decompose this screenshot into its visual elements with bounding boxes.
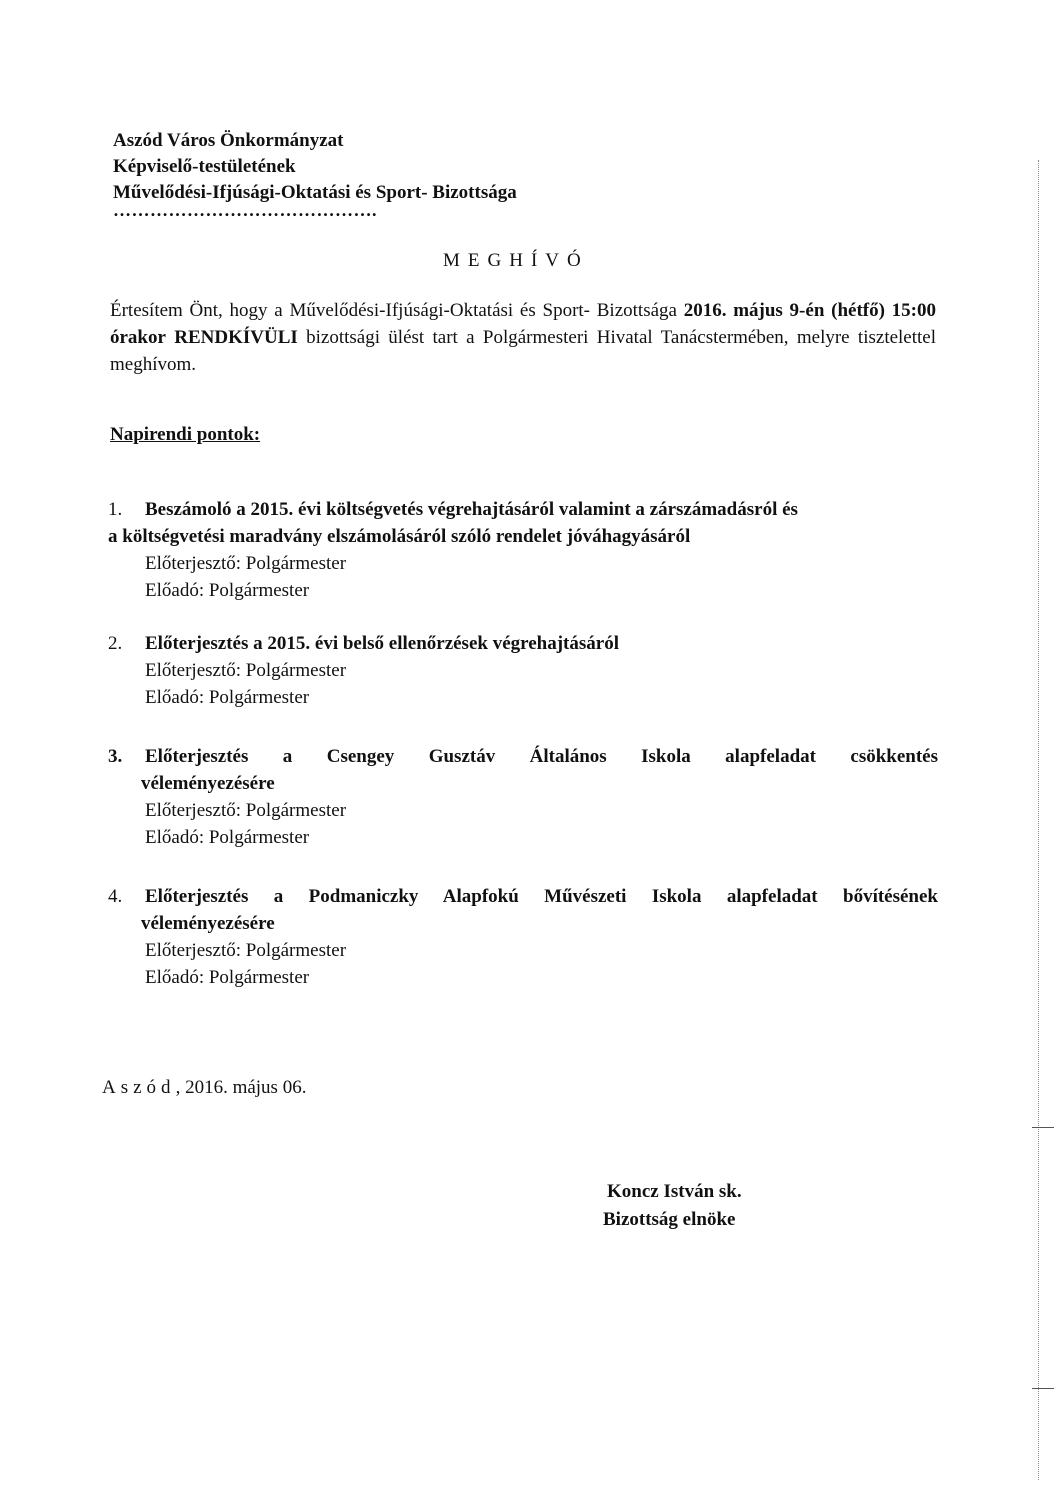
agenda-item-presenter: Előterjesztő: Polgármester [145, 940, 347, 961]
agenda-item [108, 496, 938, 604]
agenda-item-title-line2: véleményezésére [141, 913, 275, 934]
place-name: Aszód [102, 1077, 176, 1098]
signature-block [603, 1178, 742, 1234]
document-title: MEGHÍVÓ [443, 250, 589, 271]
agenda-item-title-line2: a költségvetési maradvány elszámolásáról szóló rendelet jóváhagyásáról [108, 526, 691, 547]
agenda-item-presenter: Előterjesztő: Polgármester [145, 800, 347, 821]
agenda-item-title-line1: Beszámoló a 2015. évi költségvetés végrehajtásáról valamint a zárszámadásról és [145, 499, 798, 520]
intro-text-1: Értesítem Önt, hogy a Művelődési-Ifjúsági-Oktatási és Sport- Bizottsága [110, 300, 684, 321]
agenda-item-title-line1: Előterjesztés a Csengey Gusztáv Általános Iskola alapfeladat csökkentés [145, 746, 938, 767]
agenda-item-title-line1: Előterjesztés a Podmaniczky Alapfokú Művészeti Iskola alapfeladat bővítésének [145, 886, 938, 907]
agenda-item [108, 630, 938, 711]
letterhead-line-municipality: Aszód Város Önkormányzat [113, 130, 344, 151]
letterhead-line-body: Képviselő-testületének [113, 156, 296, 177]
intro-text-2: bizottsági ülést tart a Polgármesteri Hivatal Tanácstermében, melyre tisztelettel meghívom. [110, 327, 937, 375]
intro-date-time: 2016. május 9-én (hétfő) 15:00 órakor [110, 300, 937, 348]
agenda-item-speaker: Előadó: Polgármester [145, 687, 310, 708]
scan-margin-mark [1032, 1127, 1054, 1128]
letterhead [113, 128, 517, 206]
intro-extraordinary: RENDKÍVÜLI [174, 327, 298, 348]
agenda-item-speaker: Előadó: Polgármester [145, 967, 310, 988]
agenda-item-number: 1. [108, 499, 123, 520]
agenda-item-speaker: Előadó: Polgármester [145, 827, 310, 848]
agenda-item-speaker: Előadó: Polgármester [145, 580, 310, 601]
agenda-item-title-line2: véleményezésére [141, 773, 275, 794]
agenda-item-title [108, 883, 938, 937]
agenda-item-number: 2. [108, 633, 123, 654]
agenda-item-title [108, 743, 938, 797]
date-text: , 2016. május 06. [175, 1077, 307, 1098]
signatory-role: Bizottság elnöke [603, 1209, 736, 1230]
scan-margin-line [1038, 160, 1039, 1480]
agenda-heading: Napirendi pontok: [110, 424, 261, 445]
agenda-item-title [108, 630, 938, 657]
letterhead-line-committee: Művelődési-Ifjúsági-Oktatási és Sport- Bizottsága [113, 182, 517, 203]
agenda-item-presenter: Előterjesztő: Polgármester [145, 660, 347, 681]
place-and-date [102, 1077, 306, 1099]
agenda-item-number: 3. [108, 746, 123, 767]
agenda-item [108, 883, 938, 991]
scan-margin-mark [1032, 1388, 1054, 1389]
agenda-item-title-line1: Előterjesztés a 2015. évi belső ellenőrzések végrehajtásáról [145, 633, 619, 654]
agenda-item [108, 743, 938, 851]
signatory-name: Koncz István sk. [607, 1181, 742, 1202]
letterhead-dotted-line: ……………………………………. [113, 200, 377, 220]
agenda-item-number: 4. [108, 886, 123, 907]
agenda-item-title [108, 496, 938, 550]
agenda-item-presenter: Előterjesztő: Polgármester [145, 553, 347, 574]
intro-paragraph [110, 297, 936, 378]
